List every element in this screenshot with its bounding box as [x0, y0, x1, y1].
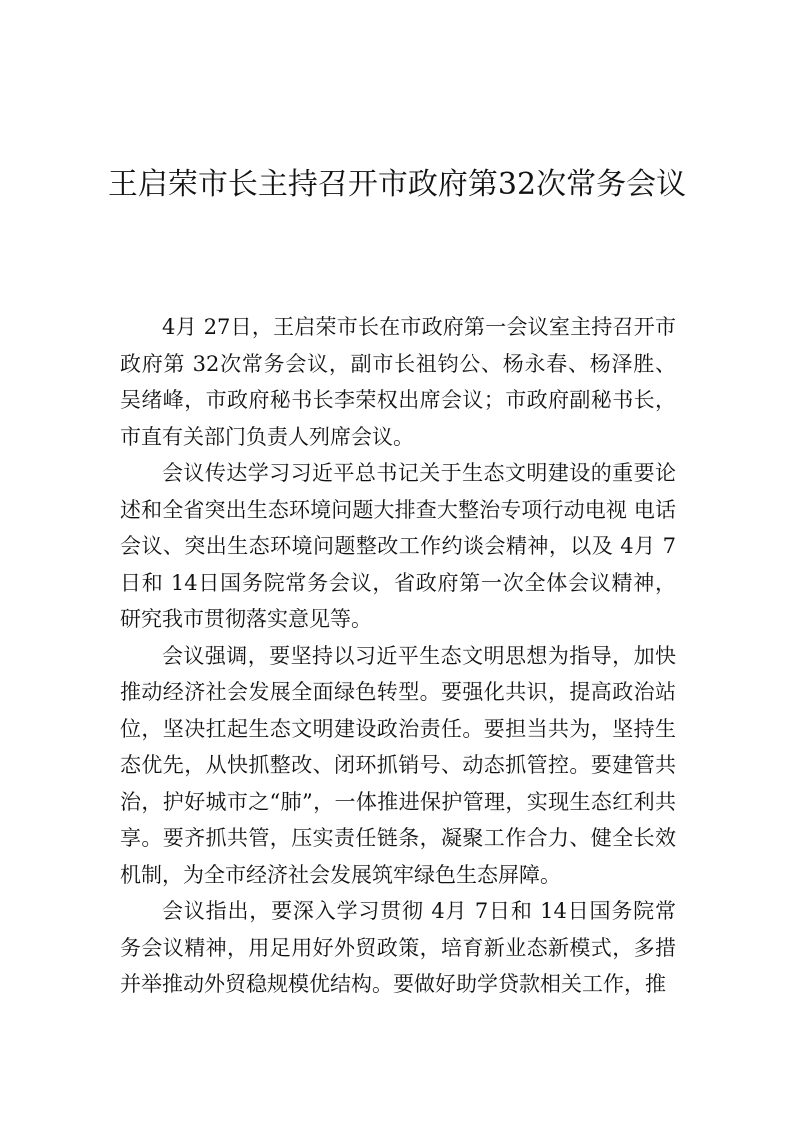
document-title: 王启荣市长主持召开市政府第32次常务会议: [107, 167, 687, 202]
paragraph: 会议指出，要深入学习贯彻 4月 7日和 14日国务院常务会议精神，用足用好外贸政策，培育新业态新模式，多措并举推动外贸稳规模优结构。要做好助学贷款相关工作，推: [120, 899, 676, 996]
paragraph: 会议传达学习习近平总书记关于生态文明建设的重要论述和全省突出生态环境问题大排查大整治专项行动电视 电话会议、突出生态环境问题整改工作约谈会精神，以及 4月 7日和 14日国务院常务会议，省政府第一次全体会议精神，研究我市贯彻落实意见等。: [120, 461, 676, 631]
paragraph: 4月 27日，王启荣市长在市政府第一会议室主持召开市政府第 32次常务会议，副市长祖钧公、杨永春、杨泽胜、吴绪峰，市政府秘书长李荣权出席会议；市政府副秘书长，市直有关部门负责人列席会议。: [120, 315, 676, 449]
paragraph: 会议强调，要坚持以习近平生态文明思想为指导，加快推动经济社会发展全面绿色转型。要强化共识，提高政治站位，坚决扛起生态文明建设政治责任。要担当共为，坚持生态优先，从快抓整改、闭环抓销号、动态抓管控。要建管共治，护好城市之“肺”，一体推进保护管理，实现生态红利共享。要齐抓共管，压实责任链条，凝聚工作合力、健全长效机制，为全市经济社会发展筑牢绿色生态屏障。: [120, 643, 676, 887]
document-body: [120, 309, 676, 1003]
